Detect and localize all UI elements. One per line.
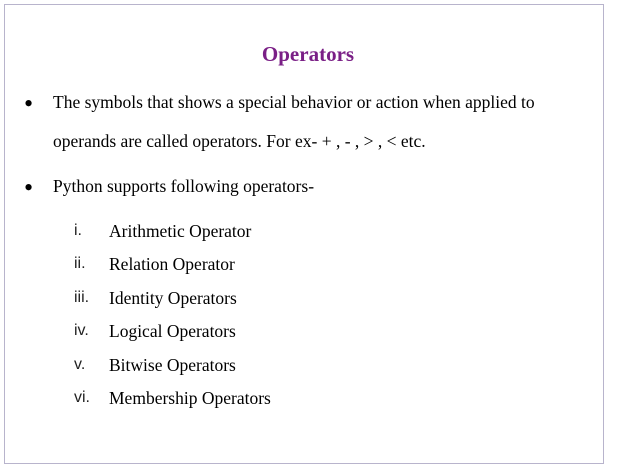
list-number: iii. bbox=[74, 288, 90, 306]
list-number: ii. bbox=[74, 255, 86, 273]
bullet-text-python-supports: Python supports following operators- bbox=[53, 176, 315, 196]
slide-frame bbox=[4, 4, 604, 464]
bullet-line: The symbols that shows a special behavior or action when applied to bbox=[53, 92, 535, 112]
list-label: Logical Operators bbox=[109, 321, 236, 342]
list-number: v. bbox=[74, 355, 86, 373]
list-label: Identity Operators bbox=[109, 287, 237, 308]
bullet-dot: • bbox=[24, 89, 34, 118]
list-label: Bitwise Operators bbox=[109, 354, 236, 375]
bullet-line: operands are called operators. For ex- + , - , > , < etc. bbox=[53, 131, 426, 151]
bullet-text-operators-definition bbox=[53, 89, 605, 155]
list-label: Membership Operators bbox=[109, 387, 271, 408]
bullet-dot: • bbox=[24, 173, 34, 202]
list-number: iv. bbox=[74, 322, 89, 340]
list-number: i. bbox=[74, 222, 82, 239]
list-label: Relation Operator bbox=[109, 254, 235, 275]
list-number: vi. bbox=[74, 388, 90, 406]
slide-title: Operators bbox=[261, 42, 355, 66]
list-label: Arithmetic Operator bbox=[109, 221, 252, 241]
